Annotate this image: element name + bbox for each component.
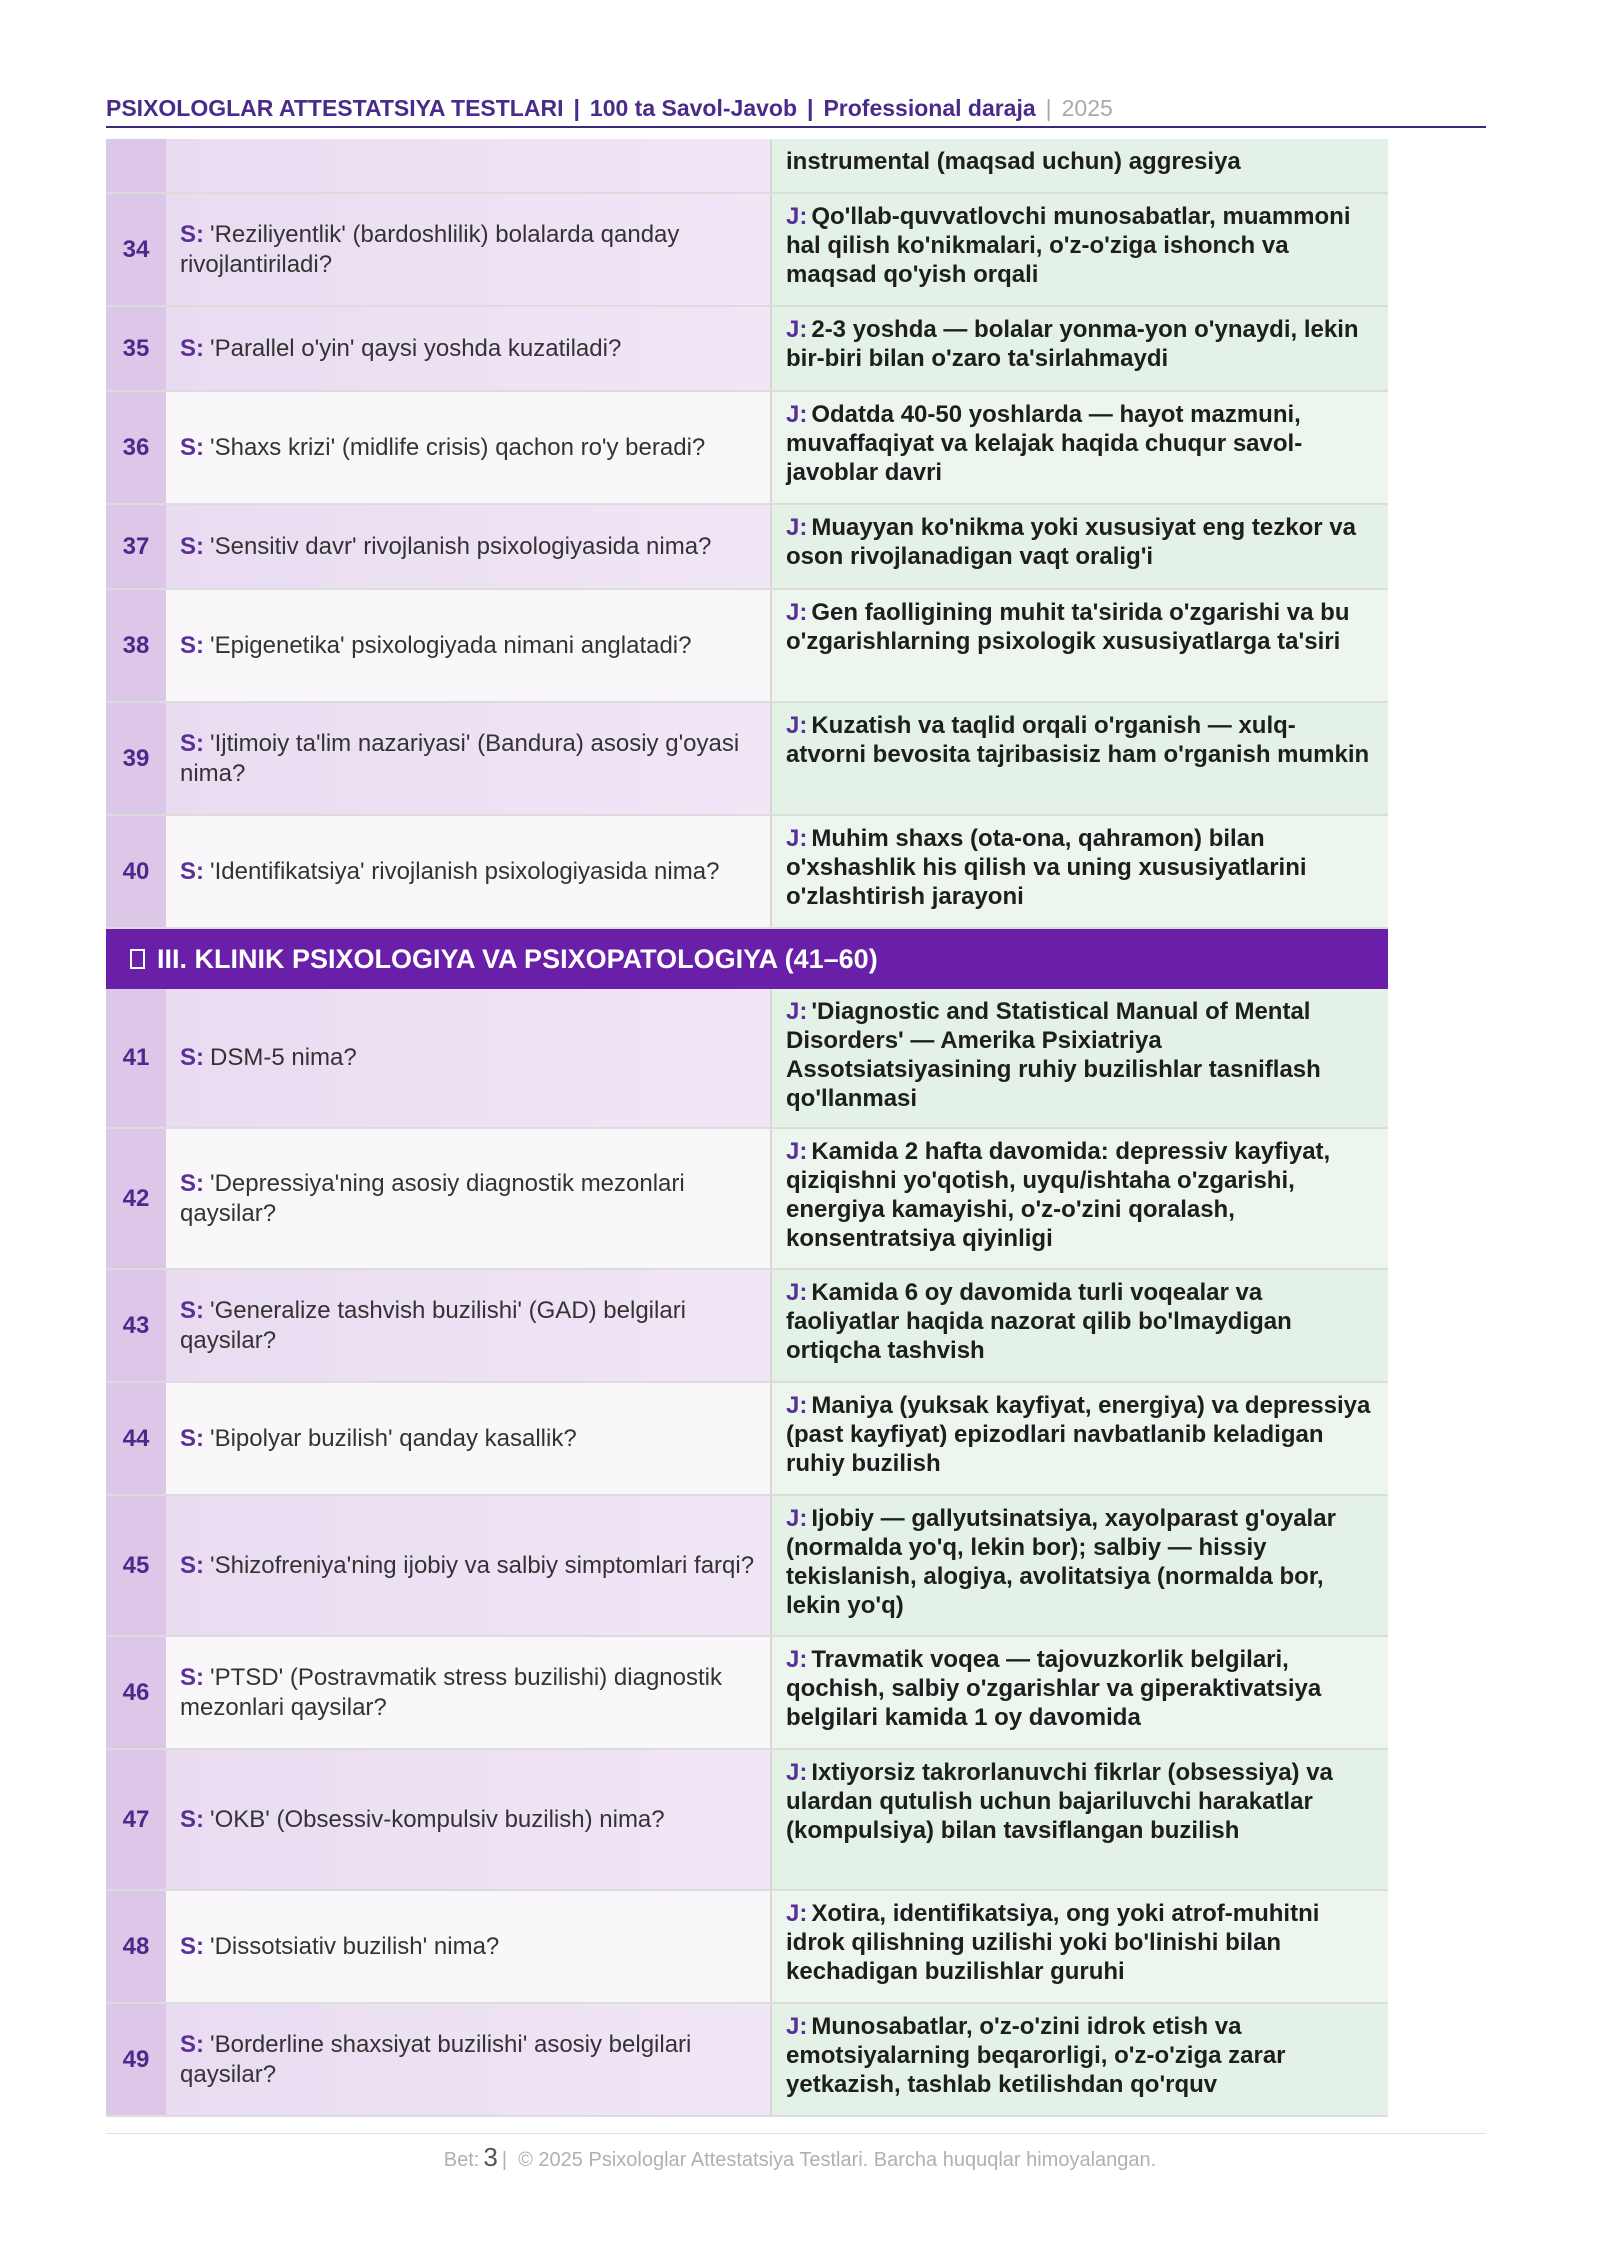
row-number: 41 xyxy=(106,989,166,1127)
question-cell xyxy=(166,816,772,927)
question-cell xyxy=(166,1496,772,1635)
answer-label: J: xyxy=(786,1138,808,1165)
header-level: Professional daraja xyxy=(823,95,1036,121)
question-label: S: xyxy=(180,1424,204,1452)
table-row xyxy=(106,1270,1388,1383)
answer-label: J: xyxy=(786,316,808,343)
row-number: 39 xyxy=(106,703,166,814)
question-text: 'Depressiya'ning asosiy diagnostik mezonlari qaysilar? xyxy=(180,1169,685,1227)
answer-label: J: xyxy=(786,599,808,626)
answer-label: J: xyxy=(786,825,808,852)
footer-page-number: 3 xyxy=(483,2142,498,2172)
qa-table xyxy=(106,139,1388,2117)
table-row xyxy=(106,1891,1388,2004)
question-cell xyxy=(166,1637,772,1748)
table-row xyxy=(106,307,1388,392)
answer-text: Muhim shaxs (ota-ona, qahramon) bilan o'xshashlik his qilish va uning xususiyatlarini o'zlashtirish jarayoni xyxy=(786,825,1307,910)
question-label: S: xyxy=(180,1296,204,1324)
answer-cell xyxy=(772,590,1388,701)
footer-copyright: © 2025 Psixologlar Attestatsiya Testlari. Barcha huquqlar himoyalangan. xyxy=(518,2149,1157,2171)
table-row xyxy=(106,392,1388,505)
row-number: 37 xyxy=(106,505,166,588)
table-row-continuation xyxy=(106,139,1388,194)
answer-cell xyxy=(772,194,1388,305)
question-text: 'Sensitiv davr' rivojlanish psixologiyasida nima? xyxy=(210,532,712,560)
section-heading xyxy=(106,929,1388,989)
question-cell xyxy=(166,139,772,192)
answer-label: J: xyxy=(786,1505,808,1532)
row-number: 35 xyxy=(106,307,166,390)
table-row xyxy=(106,590,1388,703)
question-label: S: xyxy=(180,532,204,560)
question-label: S: xyxy=(180,857,204,885)
row-number: 36 xyxy=(106,392,166,503)
answer-text: Travmatik voqea — tajovuzkorlik belgilari, qochish, salbiy o'zgarishlar va giperaktivatsiya belgilari kamida 1 oy davomida xyxy=(786,1646,1322,1731)
header-separator: | xyxy=(807,95,814,121)
answer-cell xyxy=(772,1496,1388,1635)
answer-label: J: xyxy=(786,1392,808,1419)
answer-label: J: xyxy=(786,203,808,230)
question-text: 'Ijtimoiy ta'lim nazariyasi' (Bandura) asosiy g'oyasi nima? xyxy=(180,729,740,787)
row-number: 40 xyxy=(106,816,166,927)
answer-cell xyxy=(772,1637,1388,1748)
question-text: 'Dissotsiativ buzilish' nima? xyxy=(210,1932,500,1960)
table-row xyxy=(106,1750,1388,1891)
answer-cell xyxy=(772,989,1388,1127)
answer-text: Gen faolligining muhit ta'sirida o'zgarishi va bu o'zgarishlarning psixologik xususiyatlarga ta'siri xyxy=(786,599,1350,655)
question-cell xyxy=(166,989,772,1127)
row-number xyxy=(106,139,166,192)
answer-label: J: xyxy=(786,2013,808,2040)
question-label: S: xyxy=(180,334,204,362)
answer-label: J: xyxy=(786,401,808,428)
header-separator: | xyxy=(573,95,580,121)
section-box-icon xyxy=(130,949,145,969)
header-title: PSIXOLOGLAR ATTESTATSIYA TESTLARI xyxy=(106,95,564,121)
answer-cell xyxy=(772,1129,1388,1268)
row-number: 44 xyxy=(106,1383,166,1494)
answer-text: Maniya (yuksak kayfiyat, energiya) va depressiya (past kayfiyat) epizodlari navbatlanib keladigan ruhiy buzilish xyxy=(786,1392,1371,1477)
row-number: 47 xyxy=(106,1750,166,1889)
table-row xyxy=(106,1383,1388,1496)
question-text: 'Bipolyar buzilish' qanday kasallik? xyxy=(210,1424,577,1452)
table-row xyxy=(106,989,1388,1129)
question-label: S: xyxy=(180,1663,204,1691)
footer-separator: | xyxy=(501,2149,508,2171)
question-label: S: xyxy=(180,1169,204,1197)
answer-text: 'Diagnostic and Statistical Manual of Mental Disorders' — Amerika Psixiatriya Assotsiatsiyasining ruhiy buzilishlar tasniflash qo'llanmasi xyxy=(786,998,1321,1112)
question-cell xyxy=(166,307,772,390)
table-row xyxy=(106,505,1388,590)
footer-page-label: Bet: xyxy=(443,2149,480,2171)
header-subtitle: 100 ta Savol-Javob xyxy=(589,95,798,121)
header-separator: | xyxy=(1045,95,1052,121)
answer-cell xyxy=(772,1270,1388,1381)
header-year: 2025 xyxy=(1061,95,1113,121)
answer-label: J: xyxy=(786,514,808,541)
answer-label: J: xyxy=(786,1759,808,1786)
answer-cell xyxy=(772,703,1388,814)
answer-cell xyxy=(772,1750,1388,1889)
question-text: 'Parallel o'yin' qaysi yoshda kuzatiladi? xyxy=(210,334,622,362)
row-number: 46 xyxy=(106,1637,166,1748)
question-cell xyxy=(166,505,772,588)
answer-text: Ijobiy — gallyutsinatsiya, xayolparast g'oyalar (normalda yo'q, lekin bor); salbiy — hissiy tekislanish, alogiya, avolitatsiya (normalda bor, lekin yo'q) xyxy=(786,1505,1336,1619)
question-cell xyxy=(166,392,772,503)
question-text: 'Epigenetika' psixologiyada nimani anglatadi? xyxy=(210,631,692,659)
answer-cell xyxy=(772,505,1388,588)
answer-label: J: xyxy=(786,998,808,1025)
question-label: S: xyxy=(180,1805,204,1833)
question-text: 'Borderline shaxsiyat buzilishi' asosiy belgilari qaysilar? xyxy=(180,2030,692,2088)
answer-text: Munosabatlar, o'z-o'zini idrok etish va emotsiyalarning beqarorligi, o'z-o'ziga zarar yetkazish, tashlab ketilishdan qo'rquv xyxy=(786,2013,1286,2098)
answer-cell xyxy=(772,1891,1388,2002)
answer-cell xyxy=(772,816,1388,927)
question-cell xyxy=(166,1750,772,1889)
row-number: 38 xyxy=(106,590,166,701)
row-number: 43 xyxy=(106,1270,166,1381)
answer-text: 2-3 yoshda — bolalar yonma-yon o'ynaydi, lekin bir-biri bilan o'zaro ta'sirlahmaydi xyxy=(786,316,1359,372)
question-label: S: xyxy=(180,1551,204,1579)
answer-text: Muayyan ko'nikma yoki xususiyat eng tezkor va oson rivojlanadigan vaqt oralig'i xyxy=(786,514,1356,570)
page-footer xyxy=(0,2142,1600,2173)
table-row xyxy=(106,2004,1388,2117)
answer-label: J: xyxy=(786,1279,808,1306)
question-label: S: xyxy=(180,220,204,248)
row-number: 49 xyxy=(106,2004,166,2115)
answer-text: Kamida 6 oy davomida turli voqealar va faoliyatlar haqida nazorat qilib bo'lmaydigan ortiqcha tashvish xyxy=(786,1279,1292,1364)
row-number: 45 xyxy=(106,1496,166,1635)
question-cell xyxy=(166,194,772,305)
answer-cell xyxy=(772,1383,1388,1494)
answer-text: Kuzatish va taqlid orqali o'rganish — xulq-atvorni bevosita tajribasisiz ham o'rganish mumkin xyxy=(786,712,1370,768)
answer-cell xyxy=(772,307,1388,390)
question-cell xyxy=(166,590,772,701)
answer-label: J: xyxy=(786,712,808,739)
answer-cell xyxy=(772,392,1388,503)
answer-label: J: xyxy=(786,1646,808,1673)
table-row xyxy=(106,703,1388,816)
question-text: DSM-5 nima? xyxy=(210,1044,357,1071)
row-number: 34 xyxy=(106,194,166,305)
question-text: 'Generalize tashvish buzilishi' (GAD) belgilari qaysilar? xyxy=(180,1296,687,1354)
table-row xyxy=(106,1129,1388,1270)
row-number: 42 xyxy=(106,1129,166,1268)
question-text: 'Shaxs krizi' (midlife crisis) qachon ro'y beradi? xyxy=(210,433,706,461)
question-label: S: xyxy=(180,1932,204,1960)
question-text: 'Shizofreniya'ning ijobiy va salbiy simptomlari farqi? xyxy=(210,1551,755,1579)
question-cell xyxy=(166,1129,772,1268)
answer-text: Qo'llab-quvvatlovchi munosabatlar, muammoni hal qilish ko'nikmalari, o'z-o'ziga ishonch va maqsad qo'yish orqali xyxy=(786,203,1351,288)
answer-text: Xotira, identifikatsiya, ong yoki atrof-muhitni idrok qilishning uzilishi yoki bo'linishi bilan kechadigan buzilishlar guruhi xyxy=(786,1900,1320,1985)
question-cell xyxy=(166,2004,772,2115)
answer-cell xyxy=(772,2004,1388,2115)
table-row xyxy=(106,1496,1388,1637)
question-text: 'Reziliyentlik' (bardoshlilik) bolalarda qanday rivojlantiriladi? xyxy=(180,220,680,278)
page-header xyxy=(106,94,1486,128)
table-row xyxy=(106,1637,1388,1750)
footer-divider xyxy=(106,2133,1486,2134)
table-row xyxy=(106,194,1388,307)
answer-text: Kamida 2 hafta davomida: depressiv kayfiyat, qiziqishni yo'qotish, uyqu/ishtaha o'zgarishi, energiya kamayishi, o'z-o'zini qoralash, konsentratsiya qiyinligi xyxy=(786,1138,1331,1252)
question-label: S: xyxy=(180,433,204,461)
question-cell xyxy=(166,1891,772,2002)
table-row xyxy=(106,816,1388,929)
question-cell xyxy=(166,1270,772,1381)
question-label: S: xyxy=(180,631,204,659)
question-text: 'PTSD' (Postravmatik stress buzilishi) diagnostik mezonlari qaysilar? xyxy=(180,1663,722,1721)
answer-cell: instrumental (maqsad uchun) aggresiya xyxy=(772,139,1388,192)
answer-text: Ixtiyorsiz takrorlanuvchi fikrlar (obsessiya) va ulardan qutulish uchun bajariluvchi harakatlar (kompulsiya) bilan tavsiflangan buzilish xyxy=(786,1759,1333,1844)
question-label: S: xyxy=(180,729,204,757)
section-title: III. KLINIK PSIXOLOGIYA VA PSIXOPATOLOGIYA (41–60) xyxy=(157,943,878,974)
question-cell xyxy=(166,703,772,814)
question-text: 'OKB' (Obsessiv-kompulsiv buzilish) nima? xyxy=(210,1805,665,1833)
question-label: S: xyxy=(180,2030,204,2058)
question-label: S: xyxy=(180,1044,204,1071)
row-number: 48 xyxy=(106,1891,166,2002)
question-text: 'Identifikatsiya' rivojlanish psixologiyasida nima? xyxy=(210,857,720,885)
answer-label: J: xyxy=(786,1900,808,1927)
answer-text: Odatda 40-50 yoshlarda — hayot mazmuni, muvaffaqiyat va kelajak haqida chuqur savol-javoblar davri xyxy=(786,401,1303,486)
question-cell xyxy=(166,1383,772,1494)
